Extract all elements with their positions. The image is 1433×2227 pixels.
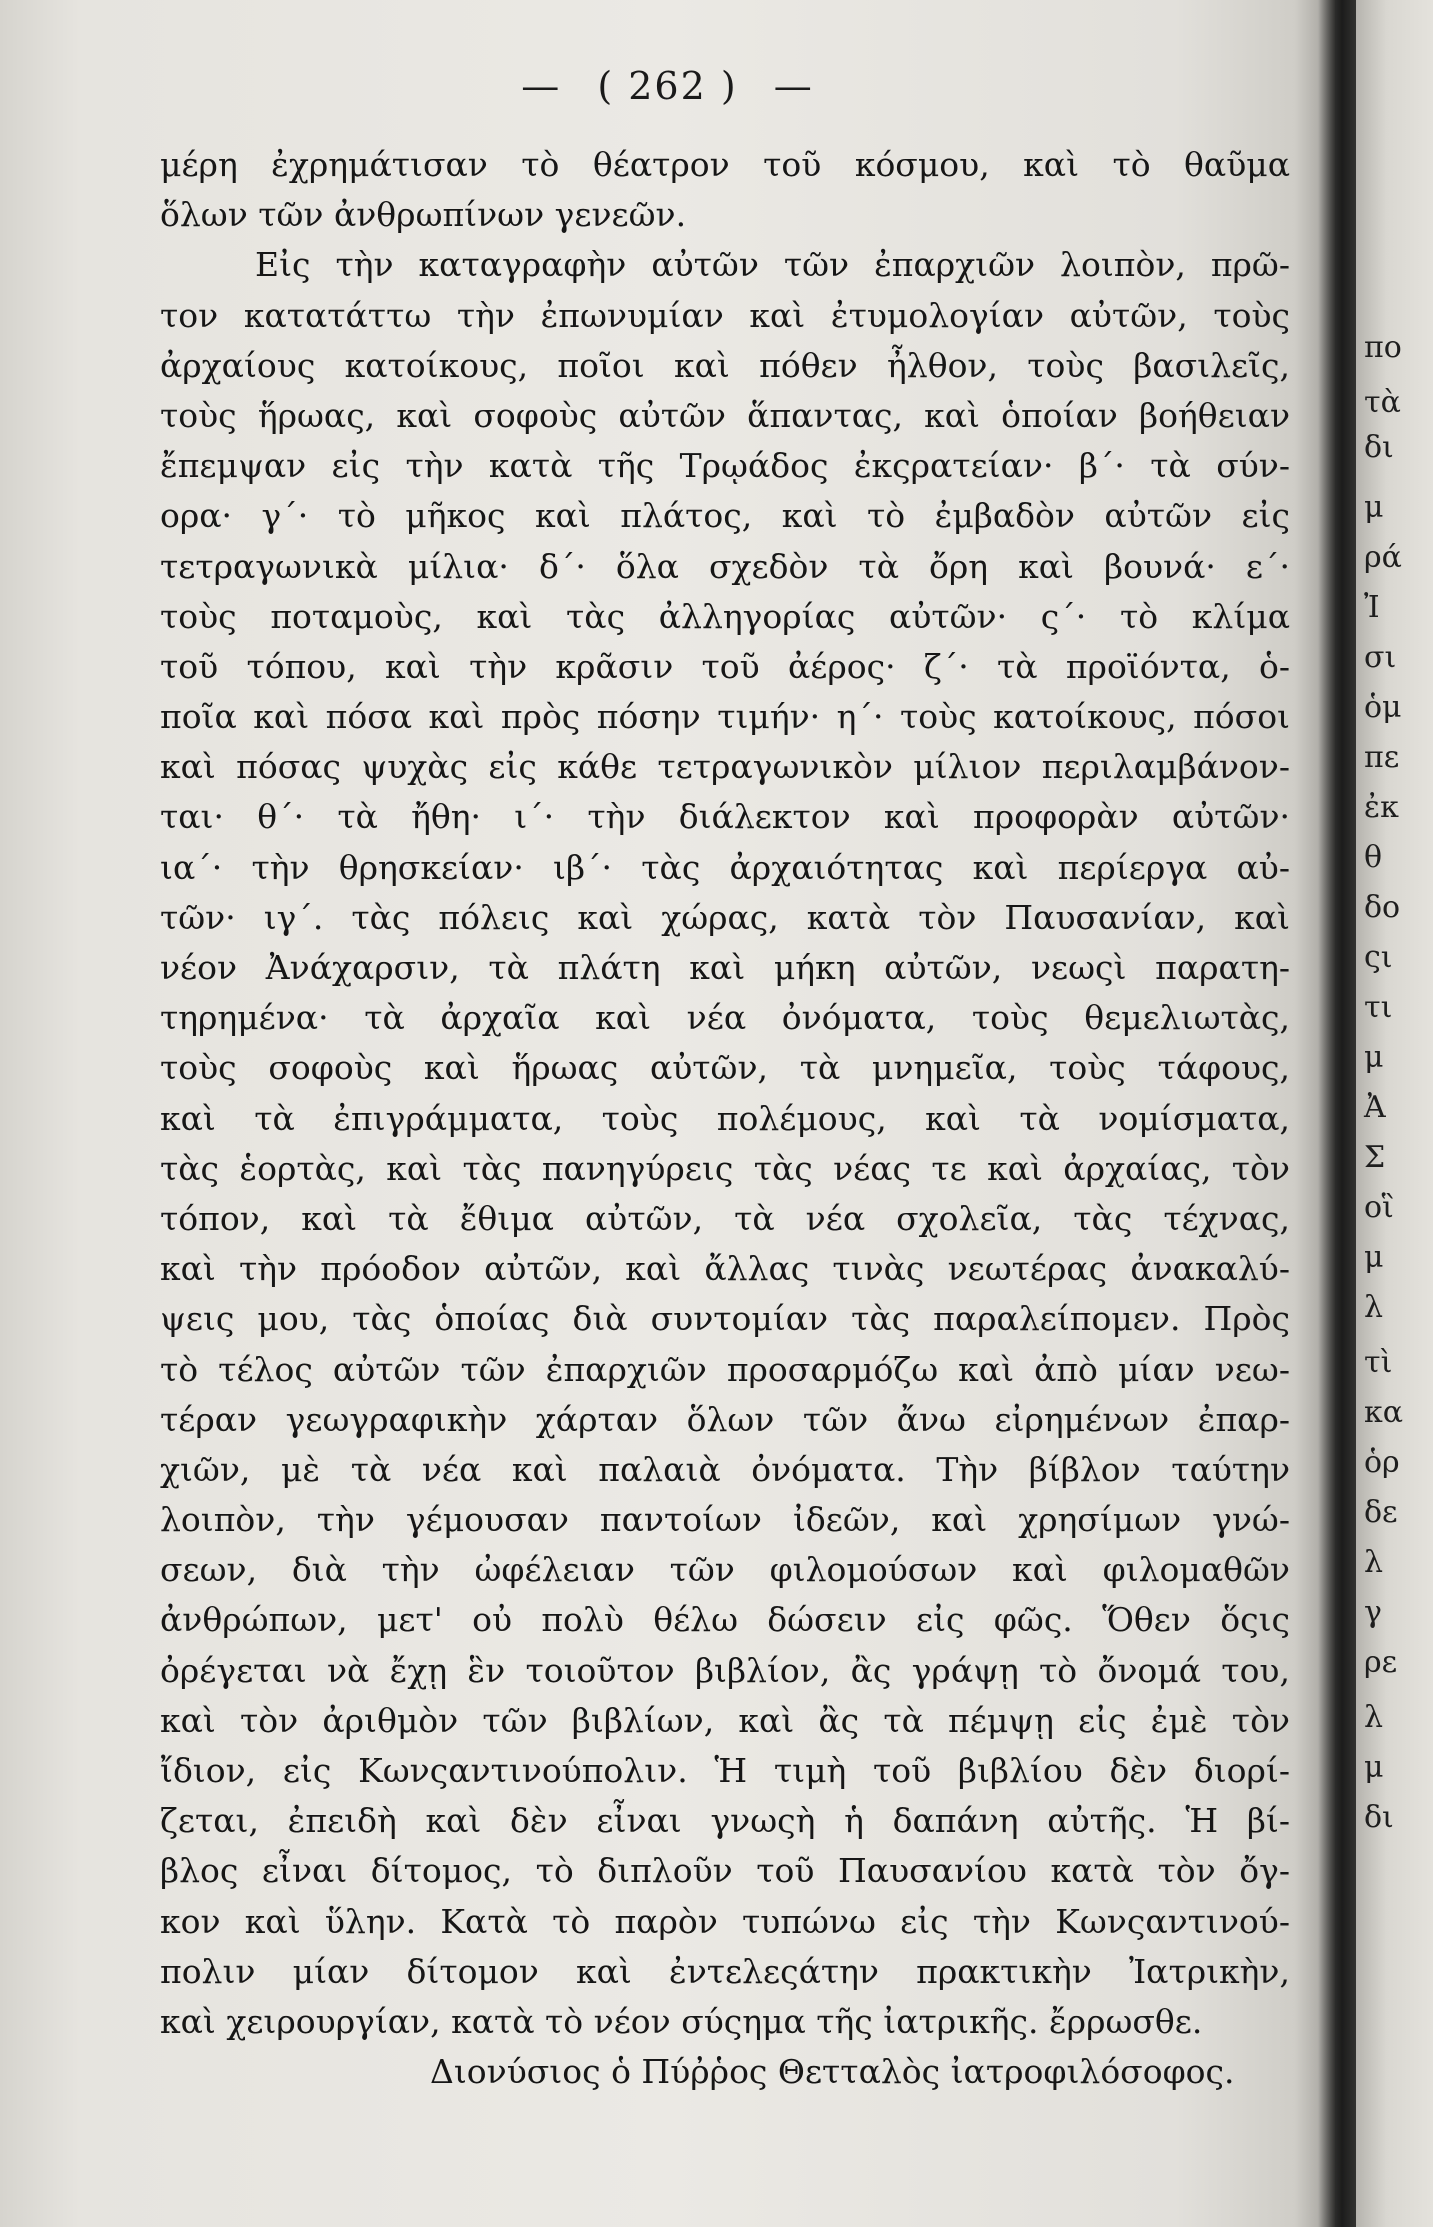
facing-page-edge (1356, 0, 1433, 2227)
facing-page-fragment: σι (1364, 640, 1397, 675)
text-line: ψεις μου, τὰς ὁποίας διὰ συντομίαν τὰς παραλείπομεν. Πρὸς (160, 1299, 1290, 1339)
facing-page-fragment: πε (1364, 740, 1400, 775)
text-line: μέρη ἐχρημάτισαν τὸ θέατρον τοῦ κόσμου, καὶ τὸ θαῦμα (160, 145, 1290, 184)
facing-page-fragment: Ἰ (1364, 590, 1380, 625)
text-line: τέραν γεωγραφικὴν χάρταν ὅλων τῶν ἄνω εἰρημένων ἐπαρ- (160, 1399, 1290, 1439)
text-line: τὸ τέλος αὐτῶν τῶν ἐπαρχιῶν προσαρμόζω καὶ ἀπὸ μίαν νεω- (160, 1349, 1290, 1389)
facing-page-fragment: λ (1364, 1700, 1384, 1735)
book-gutter (1318, 0, 1358, 2227)
facing-page-fragment: δι (1364, 430, 1394, 465)
text-line: ται· θ΄· τὰ ἤθη· ι΄· τὴν διάλεκτον καὶ προφορὰν αὐτῶν· (160, 797, 1290, 837)
facing-page-fragment: δε (1364, 1495, 1398, 1530)
facing-page-fragment: Σ (1364, 1140, 1386, 1175)
facing-page-fragment: τι (1364, 990, 1393, 1025)
signature-line: Διονύσιος ὁ Πύῤῥος Θετταλὸς ἰατροφιλόσοφος. (430, 2052, 1235, 2092)
text-line: τῶν· ιγ΄. τὰς πόλεις καὶ χώρας, κατὰ τὸν Παυσανίαν, καὶ (160, 897, 1290, 937)
text-line: ἴδιον, εἰς Κωνςαντινούπολιν. Ἡ τιμὴ τοῦ βιβλίου δὲν διορί- (160, 1751, 1290, 1790)
facing-page-fragment: ςι (1364, 940, 1393, 975)
facing-page-fragment: ρά (1364, 540, 1402, 575)
facing-page-fragment: οἳ (1364, 1190, 1394, 1225)
text-line: ια΄· τὴν θρησκείαν· ιβ΄· τὰς ἀρχαιότητας καὶ περίεργα αὐ- (160, 847, 1290, 887)
text-line: πολιν μίαν δίτομον καὶ ἐντελεςάτην πρακτικὴν Ἰατρικὴν, (160, 1951, 1290, 1991)
facing-page-fragment: ὁμ (1364, 690, 1402, 725)
text-line: χιῶν, μὲ τὰ νέα καὶ παλαιὰ ὀνόματα. Τὴν βίβλον ταύτην (160, 1449, 1290, 1489)
header-dash-right: — (773, 64, 814, 108)
text-line: λοιπὸν, τὴν γέμουσαν παντοίων ἰδεῶν, καὶ χρησίμων γνώ- (160, 1500, 1290, 1540)
text-line: σεων, διὰ τὴν ὠφέλειαν τῶν φιλομούσων καὶ φιλομαθῶν (160, 1550, 1290, 1590)
text-line: Εἰς τὴν καταγραφὴν αὐτῶν τῶν ἐπαρχιῶν λοιπὸν, πρῶ- (255, 245, 1290, 285)
text-line: καὶ πόσας ψυχὰς εἰς κάθε τετραγωνικὸν μίλιον περιλαμβάνον- (160, 747, 1290, 787)
text-line: καὶ τὰ ἐπιγράμματα, τοὺς πολέμους, καὶ τὰ νομίσματα, (160, 1098, 1290, 1138)
facing-page-fragment: λ (1364, 1545, 1384, 1580)
text-line: τὰς ἑορτὰς, καὶ τὰς πανηγύρεις τὰς νέας τε καὶ ἀρχαίας, τὸν (160, 1148, 1290, 1188)
text-line: καὶ χειρουργίαν, κατὰ τὸ νέον σύςημα τῆς ἰατρικῆς. ἔρρωσθε. (160, 2001, 1203, 2041)
facing-page-fragment: μ (1364, 1750, 1384, 1785)
facing-page-fragment: ὁρ (1364, 1445, 1400, 1480)
facing-page-fragment: μ (1364, 490, 1384, 525)
header-dash-left: — (521, 64, 562, 108)
facing-page-fragment: πο (1364, 330, 1402, 365)
text-line: τετραγωνικὰ μίλια· δ΄· ὅλα σχεδὸν τὰ ὄρη καὶ βουνά· ε΄· (160, 546, 1290, 586)
text-line: τον κατατάττω τὴν ἐπωνυμίαν καὶ ἐτυμολογίαν αὐτῶν, τοὺς (160, 295, 1290, 335)
text-line: τηρημένα· τὰ ἀρχαῖα καὶ νέα ὀνόματα, τοὺς θεμελιωτὰς, (160, 998, 1290, 1038)
facing-page-fragment: ρε (1364, 1645, 1398, 1680)
text-line: τόπον, καὶ τὰ ἔθιμα αὐτῶν, τὰ νέα σχολεῖα, τὰς τέχνας, (160, 1198, 1290, 1238)
text-line: τοῦ τόπου, καὶ τὴν κρᾶσιν τοῦ ἀέρος· ζ΄· τὰ προϊόντα, ὁ- (160, 646, 1290, 686)
facing-page-fragment: τὶ (1364, 1345, 1393, 1380)
text-line: ζεται, ἐπειδὴ καὶ δὲν εἶναι γνωςὴ ἡ δαπάνη αὐτῆς. Ἡ βί- (160, 1801, 1290, 1841)
text-line: ὀρέγεται νὰ ἔχῃ ἓν τοιοῦτον βιβλίον, ἂς γράψῃ τὸ ὄνομά του, (160, 1650, 1290, 1690)
facing-page-fragment: δο (1364, 890, 1401, 925)
text-line: ορα· γ΄· τὸ μῆκος καὶ πλάτος, καὶ τὸ ἐμβαδὸν αὐτῶν εἰς (160, 496, 1290, 536)
body-text (160, 140, 1290, 2097)
facing-page-fragment: ἐκ (1364, 790, 1399, 825)
facing-page-fragment: δι (1364, 1800, 1394, 1835)
page-header (0, 64, 1335, 108)
facing-page-fragment: θ (1364, 840, 1383, 875)
facing-page-fragment: μ (1364, 1240, 1384, 1275)
text-line: καὶ τὴν πρόοδον αὐτῶν, καὶ ἄλλας τινὰς νεωτέρας ἀνακαλύ- (160, 1249, 1290, 1289)
text-line: ἀρχαίους κατοίκους, ποῖοι καὶ πόθεν ἦλθον, τοὺς βασιλεῖς, (160, 345, 1290, 385)
text-line: βλος εἶναι δίτομος, τὸ διπλοῦν τοῦ Παυσανίου κατὰ τὸν ὄγ- (160, 1851, 1290, 1891)
text-line: νέον Ἀνάχαρσιν, τὰ πλάτη καὶ μήκη αὐτῶν, νεωςὶ παρατη- (160, 948, 1290, 987)
text-line: κον καὶ ὕλην. Κατὰ τὸ παρὸν τυπώνω εἰς τὴν Κωνςαντινού- (160, 1901, 1290, 1941)
text-line: τοὺς σοφοὺς καὶ ἥρωας αὐτῶν, τὰ μνημεῖα, τοὺς τάφους, (160, 1048, 1290, 1088)
text-line: καὶ τὸν ἀριθμὸν τῶν βιβλίων, καὶ ἂς τὰ πέμψῃ εἰς ἐμὲ τὸν (160, 1700, 1290, 1740)
text-line: ὅλων τῶν ἀνθρωπίνων γενεῶν. (160, 195, 687, 235)
text-line: ἀνθρώπων, μετ' οὐ πολὺ θέλω δώσειν εἰς φῶς. Ὅθεν ὅςις (160, 1600, 1290, 1640)
facing-page-fragment: μ (1364, 1040, 1384, 1075)
facing-page-fragment: λ (1364, 1290, 1384, 1325)
facing-page-fragment: Ἀ (1364, 1090, 1386, 1125)
text-line: ἔπεμψαν εἰς τὴν κατὰ τῆς Τρῳάδος ἐκςρατείαν· β΄· τὰ σύν- (160, 446, 1290, 486)
facing-page-fragment: τὰ (1364, 385, 1401, 420)
facing-page-fragment: κα (1364, 1395, 1404, 1430)
text-line: ποῖα καὶ πόσα καὶ πρὸς πόσην τιμήν· η΄· τοὺς κατοίκους, πόσοι (160, 697, 1290, 737)
facing-page-fragment: γ (1364, 1595, 1382, 1630)
text-line: τοὺς ἥρωας, καὶ σοφοὺς αὐτῶν ἅπαντας, καὶ ὁποίαν βοήθειαν (160, 395, 1290, 435)
text-line: τοὺς ποταμοὺς, καὶ τὰς ἀλληγορίας αὐτῶν· ς΄· τὸ κλίμα (160, 596, 1290, 636)
page-number: ( 262 ) (597, 64, 738, 108)
